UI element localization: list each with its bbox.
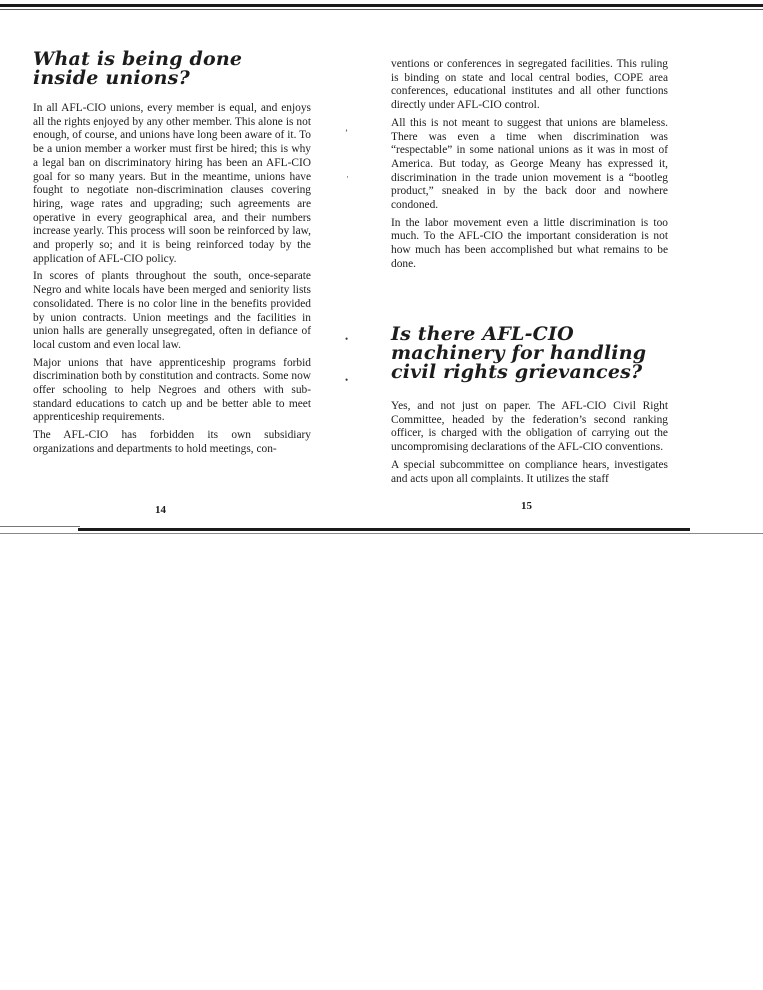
right-heading-line-2: machinery for handling bbox=[391, 342, 647, 364]
right-paragraph-2: All this is not meant to suggest that unions are blameless. There was even a time when discrimination was “respectable” in some national unions as it was in most of America. But today, as George Meany has expressed it, discrimination in the trade union movement is a “bootleg product,” sneaked in by the back door and nowhere condoned. bbox=[391, 116, 668, 212]
binding-mark: • bbox=[345, 375, 349, 385]
left-heading bbox=[33, 50, 311, 88]
bottom-rule bbox=[78, 528, 690, 531]
bottom-rule-2 bbox=[0, 533, 763, 534]
left-page-column bbox=[33, 50, 311, 461]
binding-mark: · bbox=[346, 172, 349, 182]
right-heading-line-1: Is there AFL-CIO bbox=[391, 323, 574, 345]
left-paragraph-3: Major unions that have apprenticeship programs forbid discrimination both by constitution and contracts. Some now offer schooling to help Negroes and others with sub-standard educations to catch up and be better able to meet apprenticeship requirements. bbox=[33, 356, 311, 424]
right-heading bbox=[391, 325, 668, 382]
right-paragraph-4: Yes, and not just on paper. The AFL-CIO Civil Right Committee, headed by the federation’s second ranking officer, is charged with the obligation of carrying out the uncompromising declarations of the AFL-CIO conventions. bbox=[391, 400, 668, 454]
right-page-column-bottom bbox=[391, 325, 668, 490]
left-heading-line-1: What is being done bbox=[33, 48, 243, 70]
right-page-column-top bbox=[391, 58, 668, 276]
bottom-rule-thin bbox=[0, 526, 80, 527]
page-number-right: 15 bbox=[521, 500, 532, 512]
right-paragraph-1: ventions or conferences in segregated facilities. This ruling is binding on state and local central bodies, COPE area conferences, educational institutes and all other functions directly under AFL-CIO control. bbox=[391, 58, 668, 112]
left-paragraph-4: The AFL-CIO has forbidden its own subsidiary organizations and departments to hold meetings, con- bbox=[33, 429, 311, 455]
page-number-left: 14 bbox=[155, 504, 166, 516]
left-paragraph-2: In scores of plants throughout the south, once-separate Negro and white locals have been merged and seniority lists consolidated. There is no color line in the benefits provided by union contracts. Union meetings and the facilities in union halls are generally unsegregated, often in defiance of local custom and even local law. bbox=[33, 270, 311, 351]
top-rule bbox=[0, 4, 763, 7]
right-paragraph-5: A special subcommittee on compliance hears, investigates and acts upon all complaints. It utilizes the staff bbox=[391, 458, 668, 485]
binding-mark: ’ bbox=[345, 128, 348, 138]
right-paragraph-3: In the labor movement even a little discrimination is too much. To the AFL-CIO the important consideration is not how much has been accomplished but what remains to be done. bbox=[391, 216, 668, 270]
right-heading-line-3: civil rights grievances? bbox=[391, 361, 643, 383]
top-rule-thin bbox=[0, 9, 763, 10]
left-paragraph-1: In all AFL-CIO unions, every member is equal, and enjoys all the rights enjoyed by any other member. This alone is not enough, of course, and unions have long been aware of it. To be a union member a worker must first be hired; this is why a legal ban on discriminatory hiring has been an AFL-CIO goal for so many years. But in the meantime, unions have fought to negotiate non-discrimination clauses covering hiring, wage rates and upgrading; such agreements are operative in every geographical area, and their numbers increase yearly. This process will soon be reinforced by law, and properly so; and it is being reinforced today by the application of AFL-CIO policy. bbox=[33, 102, 311, 265]
left-heading-line-2: inside unions? bbox=[33, 67, 190, 89]
binding-mark: • bbox=[345, 334, 349, 344]
